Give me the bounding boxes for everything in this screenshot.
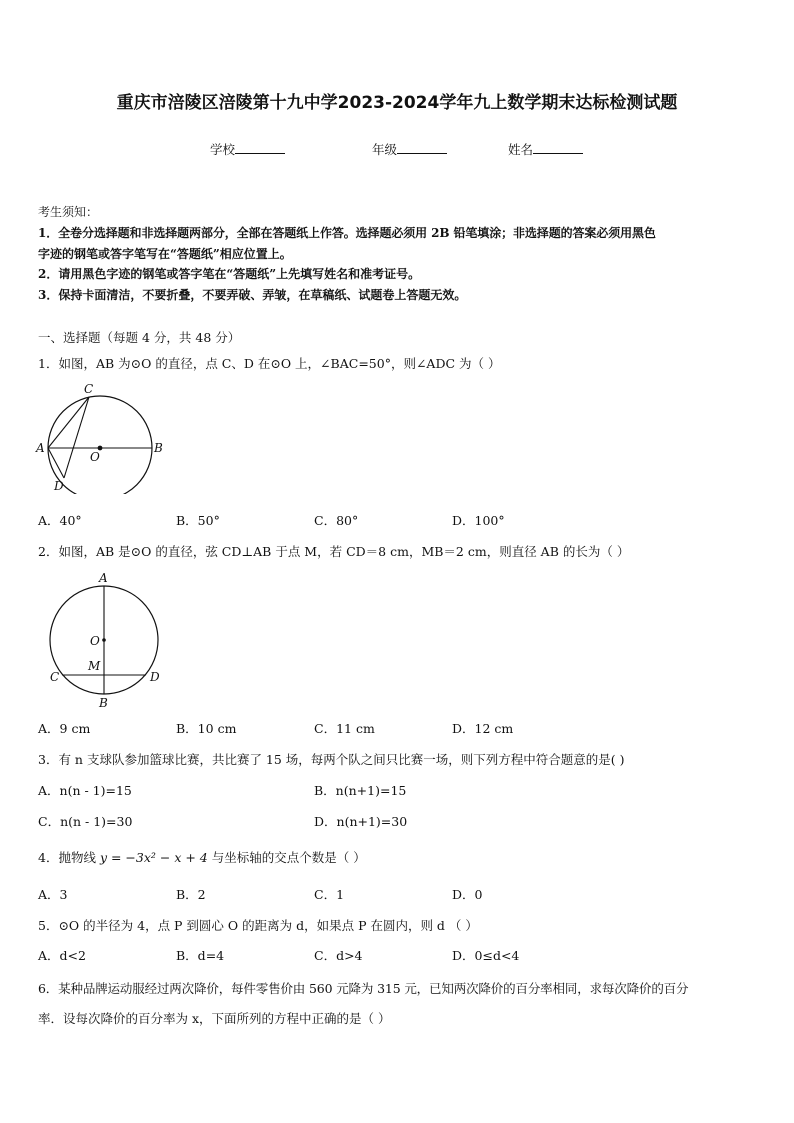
q2-label-m: M: [88, 659, 101, 673]
q5-option-d[interactable]: D．0≤d<4: [452, 948, 520, 963]
q1-option-d[interactable]: D．100°: [452, 513, 505, 528]
q1-option-a[interactable]: A．40°: [38, 513, 82, 528]
q1-option-b[interactable]: B．50°: [176, 513, 220, 528]
q2-label-o: O: [90, 634, 100, 648]
school-field[interactable]: [210, 140, 285, 158]
school-label: 学校: [210, 142, 236, 157]
q2-label-b: B: [99, 696, 108, 710]
q4-option-d[interactable]: D．0: [452, 887, 483, 902]
grade-label: 年级: [372, 142, 398, 157]
page-title: 重庆市涪陵区涪陵第十九中学2023-2024学年九上数学期末达标检测试题: [116, 93, 678, 113]
name-blank[interactable]: [533, 142, 583, 154]
school-blank[interactable]: [235, 142, 285, 154]
q5-option-b[interactable]: B．d=4: [176, 948, 225, 963]
q6-stem-line1: 6．某种品牌运动服经过两次降价，每件零售价由 560 元降为 315 元，已知两次降价的百分率相同，求每次降价的百分: [38, 981, 689, 996]
q4-stem-pre: 4．抛物线: [38, 850, 96, 865]
section-heading: 一、选择题（每题 4 分，共 48 分）: [38, 330, 241, 345]
q2-label-a: A: [99, 571, 108, 585]
q4-option-b[interactable]: B．2: [176, 887, 206, 902]
notice-heading: 考生须知：: [38, 205, 99, 219]
q5-stem: 5．⊙O 的半径为 4，点 P 到圆心 O 的距离为 d，如果点 P 在圆内，则 d （ ）: [38, 918, 478, 933]
q2-figure: [45, 570, 170, 710]
q4-stem-post: 与坐标轴的交点个数是（ ）: [211, 850, 366, 865]
q2-option-c[interactable]: C．11 cm: [314, 721, 375, 736]
q2-label-c: C: [50, 670, 60, 684]
q5-option-a[interactable]: A．d<2: [38, 948, 86, 963]
q1-label-d: D: [54, 479, 64, 493]
name-field[interactable]: [508, 140, 583, 158]
q1-option-c[interactable]: C．80°: [314, 513, 359, 528]
q1-stem: 1．如图，AB 为⊙O 的直径，点 C、D 在⊙O 上，∠BAC=50°，则∠ADC 为（ ）: [38, 356, 501, 371]
q1-label-c: C: [84, 382, 94, 396]
q3-option-c[interactable]: C．n(n - 1)=30: [38, 814, 133, 829]
q4-option-c[interactable]: C．1: [314, 887, 345, 902]
q3-stem: 3．有 n 支球队参加篮球比赛，共比赛了 15 场，每两个队之间只比赛一场，则下列方程中符合题意的是( ): [38, 752, 625, 767]
q3-option-b[interactable]: B．n(n+1)=15: [314, 783, 407, 798]
q1-label-o: O: [90, 450, 100, 464]
q3-option-a[interactable]: A．n(n - 1)=15: [38, 783, 132, 798]
q6-stem-line2: 率．设每次降价的百分率为 x，下面所列的方程中正确的是（ ）: [38, 1011, 391, 1026]
q1-label-a: A: [36, 441, 45, 455]
q2-option-d[interactable]: D．12 cm: [452, 721, 514, 736]
grade-field[interactable]: [372, 140, 447, 158]
q4-formula: y = −3x² − x + 4: [99, 850, 208, 865]
grade-blank[interactable]: [397, 142, 447, 154]
q4-option-a[interactable]: A．3: [38, 887, 68, 902]
q2-center-dot: [102, 638, 106, 642]
q3-option-d[interactable]: D．n(n+1)=30: [314, 814, 408, 829]
q1-chord-cd: [64, 397, 89, 478]
q2-option-a[interactable]: A．9 cm: [38, 721, 91, 736]
q1-label-b: B: [154, 441, 163, 455]
q2-stem: 2．如图，AB 是⊙O 的直径，弦 CD⊥AB 于点 M，若 CD＝8 cm，MB＝2 cm，则直径 AB 的长为（ ）: [38, 544, 630, 559]
q2-label-d: D: [150, 670, 160, 684]
q5-option-c[interactable]: C．d>4: [314, 948, 363, 963]
q1-figure: [35, 378, 165, 494]
notice-line1a: 1．全卷分选择题和非选择题两部分，全部在答题纸上作答。选择题必须用 2B 铅笔填涂；非选择题的答案必须用黑色: [38, 226, 656, 240]
notice-line3: 3．保持卡面清洁，不要折叠，不要弄破、弄皱，在草稿纸、试题卷上答题无效。: [38, 288, 467, 302]
notice-line2: 2．请用黑色字迹的钢笔或答字笔在“答题纸”上先填写姓名和准考证号。: [38, 267, 421, 281]
name-label: 姓名: [508, 142, 534, 157]
notice-line1b: 字迹的钢笔或答字笔写在“答题纸”相应位置上。: [38, 247, 292, 261]
q2-option-b[interactable]: B．10 cm: [176, 721, 237, 736]
q4-stem: [38, 848, 366, 866]
